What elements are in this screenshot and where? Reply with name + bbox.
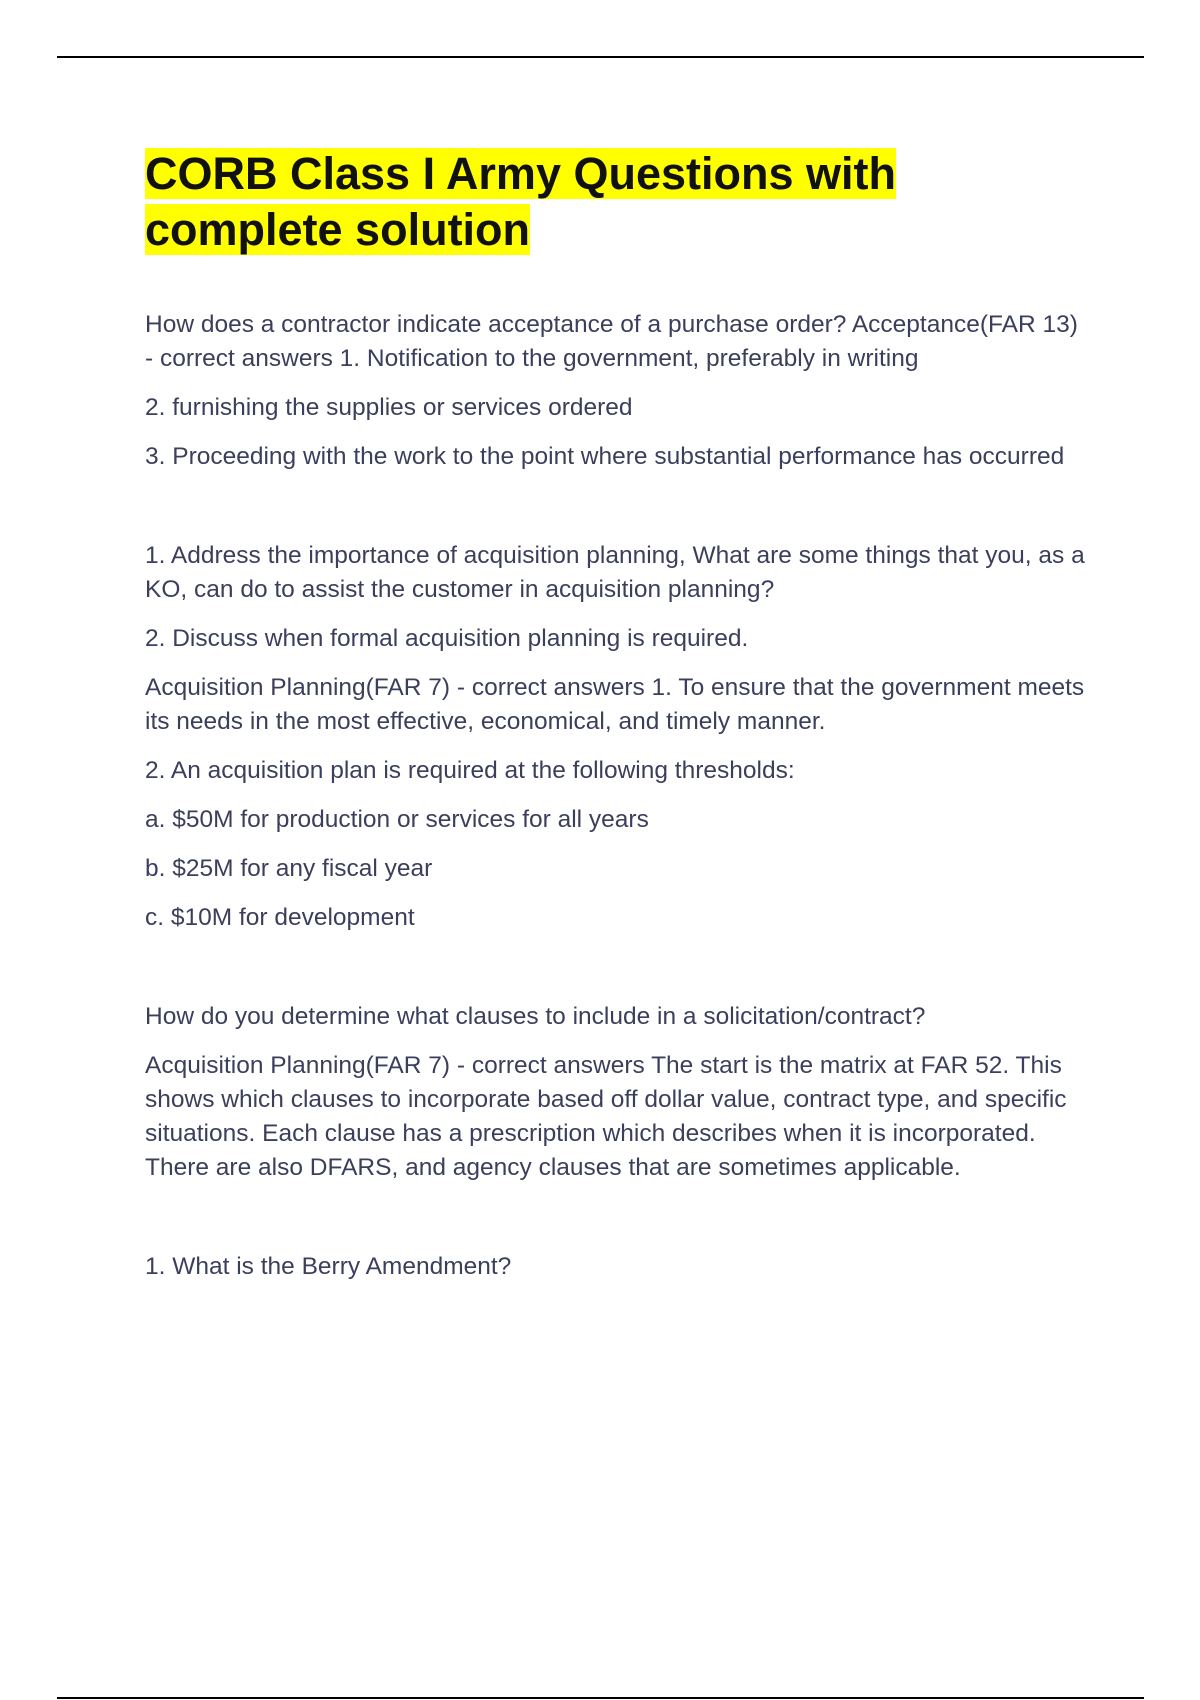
paragraph: b. $25M for any fiscal year	[145, 855, 433, 882]
paragraph: a. $50M for production or services for all years	[145, 806, 649, 833]
question-block-berry-amendment	[145, 1250, 1085, 1284]
paragraph: Acquisition Planning(FAR 7) - correct answers The start is the matrix at FAR 52. This shows which clauses to incorporate based off dollar value, contract type, and specific situations. Each clause has a prescription which describes when it is incorporated. There are also DFARS, and agency clauses that are sometimes applicable.	[145, 1052, 1067, 1181]
paragraph: Acquisition Planning(FAR 7) - correct answers 1. To ensure that the government meets its needs in the most effective, economical, and timely manner.	[145, 674, 1085, 735]
bottom-rule	[57, 1697, 1144, 1699]
document-body	[145, 146, 1085, 1299]
question-block-clauses	[145, 1000, 1085, 1185]
paragraph: 1. Address the importance of acquisition planning, What are some things that you, as a KO, can do to assist the customer in acquisition planning?	[145, 542, 1085, 603]
top-rule	[57, 56, 1144, 58]
question-block-acquisition-planning	[145, 539, 1085, 935]
paragraph: 3. Proceeding with the work to the point where substantial performance has occurred	[145, 443, 1065, 470]
paragraph: 2. Discuss when formal acquisition planning is required.	[145, 625, 749, 652]
paragraph: c. $10M for development	[145, 904, 415, 931]
document-title: CORB Class I Army Questions with complete solution	[145, 148, 896, 255]
question-block-acceptance	[145, 308, 1085, 474]
paragraph: 2. furnishing the supplies or services ordered	[145, 394, 633, 421]
section-gap	[145, 950, 1085, 1000]
paragraph: How does a contractor indicate acceptance of a purchase order? Acceptance(FAR 13) - correct answers 1. Notification to the government, preferably in writing	[145, 311, 1078, 372]
paragraph: 1. What is the Berry Amendment?	[145, 1253, 512, 1280]
paragraph: How do you determine what clauses to include in a solicitation/contract?	[145, 1003, 926, 1030]
section-gap	[145, 489, 1085, 539]
paragraph: 2. An acquisition plan is required at the following thresholds:	[145, 757, 795, 784]
section-gap	[145, 1200, 1085, 1250]
